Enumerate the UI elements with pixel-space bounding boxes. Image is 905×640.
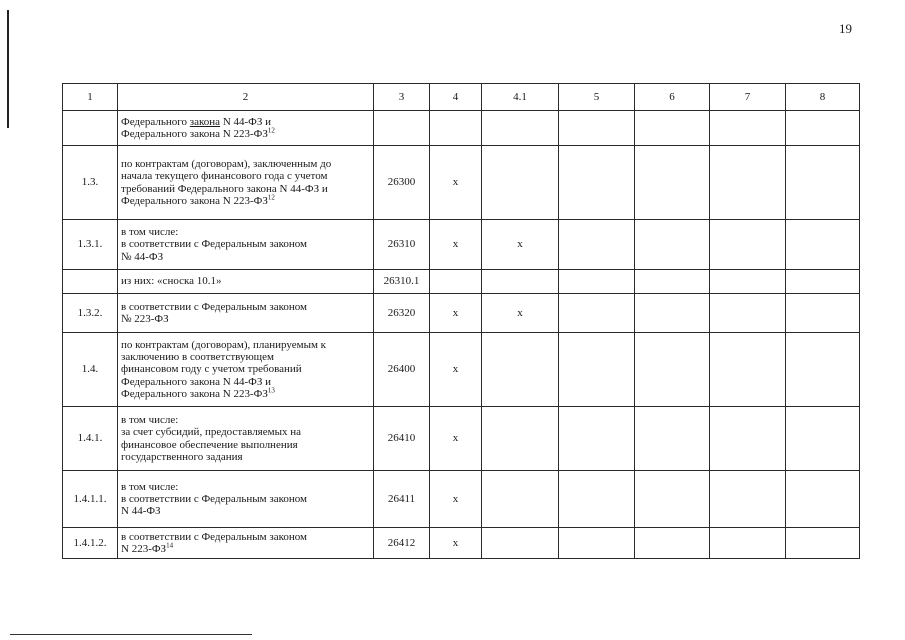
row-number <box>63 270 118 294</box>
empty-cell <box>786 333 860 407</box>
line-text: № 223-ФЗ <box>121 313 169 325</box>
empty-cell <box>635 294 710 333</box>
row-number: 1.4.1.2. <box>63 528 118 559</box>
col4-mark: x <box>430 528 482 559</box>
empty-cell <box>635 270 710 294</box>
line-text: Федерального закона N 223-ФЗ <box>121 387 268 400</box>
empty-cell <box>786 220 860 270</box>
line-text: из них: «сноска 10.1» <box>121 275 222 288</box>
description-line <box>121 481 370 493</box>
col41-mark <box>482 407 559 471</box>
line-text: Федерального закона N 223-ФЗ <box>121 128 268 140</box>
empty-cell <box>635 111 710 146</box>
description-line <box>121 183 370 195</box>
col4-mark: x <box>430 407 482 471</box>
description-line <box>121 116 370 128</box>
row-description <box>118 333 374 407</box>
col41-mark: x <box>482 220 559 270</box>
empty-cell <box>635 220 710 270</box>
empty-cell <box>786 146 860 220</box>
row-number: 1.3. <box>63 146 118 220</box>
description-line <box>121 388 370 400</box>
header-cell: 7 <box>710 84 786 111</box>
line-text: финансовое обеспечение выполнения <box>121 438 298 451</box>
empty-cell <box>786 111 860 146</box>
col41-mark <box>482 528 559 559</box>
table-row <box>63 528 860 559</box>
empty-cell <box>786 294 860 333</box>
empty-cell <box>710 407 786 471</box>
header-cell: 5 <box>559 84 635 111</box>
row-description <box>118 528 374 559</box>
row-code: 26400 <box>374 333 430 407</box>
row-code: 26411 <box>374 471 430 528</box>
description-line <box>121 493 370 505</box>
empty-cell <box>635 528 710 559</box>
empty-cell <box>635 333 710 407</box>
row-description <box>118 270 374 294</box>
empty-cell <box>559 471 635 528</box>
description-line <box>121 439 370 451</box>
line-text: в том числе: <box>121 413 179 426</box>
col41-mark <box>482 471 559 528</box>
line-text: начала текущего финансового года с учетом <box>121 170 328 183</box>
description-line <box>121 505 370 517</box>
col41-mark <box>482 333 559 407</box>
row-description <box>118 294 374 333</box>
empty-cell <box>559 111 635 146</box>
underlined-text: закона <box>189 115 221 128</box>
empty-cell <box>559 333 635 407</box>
description-line <box>121 414 370 426</box>
line-text: по контрактам (договорам), планируемым к <box>121 338 327 351</box>
row-code: 26320 <box>374 294 430 333</box>
line-text: № 44-ФЗ <box>121 250 164 263</box>
empty-cell <box>710 270 786 294</box>
description-line <box>121 339 370 351</box>
line-text: Федерального закона N 44-ФЗ и <box>121 375 271 388</box>
empty-cell <box>559 407 635 471</box>
line-text: в том числе: <box>121 226 179 239</box>
empty-cell <box>635 146 710 220</box>
footnote-ref: 12 <box>267 126 275 135</box>
line-text: N 44-ФЗ <box>121 505 161 518</box>
table-row <box>63 294 860 333</box>
footnote-separator <box>10 634 252 635</box>
empty-cell <box>559 294 635 333</box>
left-margin-line <box>7 10 9 128</box>
empty-cell <box>635 471 710 528</box>
col4-mark: x <box>430 333 482 407</box>
col4-mark: x <box>430 294 482 333</box>
empty-cell <box>559 220 635 270</box>
empty-cell <box>710 471 786 528</box>
col4-mark: x <box>430 220 482 270</box>
row-number: 1.4. <box>63 333 118 407</box>
empty-cell <box>786 407 860 471</box>
row-code <box>374 111 430 146</box>
empty-cell <box>786 270 860 294</box>
col41-mark <box>482 146 559 220</box>
line-text: в том числе: <box>121 480 179 493</box>
description-line <box>121 376 370 388</box>
line-text: Федерального закона N 223-ФЗ <box>121 194 268 207</box>
row-code: 26310.1 <box>374 270 430 294</box>
line-text: требований Федерального закона N 44-ФЗ и <box>121 182 328 195</box>
empty-cell <box>710 220 786 270</box>
empty-cell <box>710 528 786 559</box>
empty-cell <box>559 270 635 294</box>
row-description <box>118 111 374 146</box>
row-description <box>118 407 374 471</box>
line-text: государственного задания <box>121 450 243 463</box>
description-line <box>121 128 370 140</box>
col41-mark <box>482 270 559 294</box>
col4-mark <box>430 270 482 294</box>
header-cell: 6 <box>635 84 710 111</box>
table-row <box>63 407 860 471</box>
description-line <box>121 363 370 375</box>
empty-cell <box>710 146 786 220</box>
row-code: 26410 <box>374 407 430 471</box>
description-line <box>121 238 370 250</box>
table-row <box>63 471 860 528</box>
line-text: за счет субсидий, предоставляемых на <box>121 426 301 439</box>
line-text: N 223-ФЗ <box>121 543 167 555</box>
line-text: в соответствии с Федеральным законом <box>121 492 308 505</box>
header-cell: 1 <box>63 84 118 111</box>
row-code: 26412 <box>374 528 430 559</box>
header-cell: 2 <box>118 84 374 111</box>
empty-cell <box>710 111 786 146</box>
table-row <box>63 333 860 407</box>
table-row <box>63 270 860 294</box>
empty-cell <box>559 528 635 559</box>
col4-mark: x <box>430 471 482 528</box>
line-text: заключению в соответствующем <box>121 351 274 364</box>
description-line <box>121 351 370 363</box>
line-text: в соответствии с Федеральным законом <box>121 530 308 543</box>
description-line <box>121 543 370 555</box>
row-description <box>118 220 374 270</box>
line-text: в соответствии с Федеральным законом <box>121 300 308 313</box>
col41-mark: x <box>482 294 559 333</box>
line-text: по контрактам (договорам), заключенным до <box>121 157 332 170</box>
description-line <box>121 451 370 463</box>
description-line <box>121 158 370 170</box>
empty-cell <box>710 333 786 407</box>
col4-mark <box>430 111 482 146</box>
row-number: 1.4.1. <box>63 407 118 471</box>
description-line <box>121 301 370 313</box>
description-line <box>121 226 370 238</box>
line-text: в соответствии с Федеральным законом <box>121 238 308 251</box>
row-description <box>118 471 374 528</box>
row-code: 26310 <box>374 220 430 270</box>
line-text: финансовом году с учетом требований <box>121 363 302 376</box>
description-line <box>121 313 370 325</box>
header-row <box>63 84 860 111</box>
table-row <box>63 146 860 220</box>
description-line <box>121 426 370 438</box>
empty-cell <box>710 294 786 333</box>
page-number: 19 <box>839 21 852 36</box>
line-text-rest: N 44-ФЗ и <box>220 115 272 128</box>
description-line <box>121 251 370 263</box>
footnote-ref: 14 <box>166 541 174 550</box>
report-table <box>62 83 860 559</box>
header-cell: 4 <box>430 84 482 111</box>
col4-mark: x <box>430 146 482 220</box>
line-text: Федерального <box>121 115 190 128</box>
footnote-ref: 13 <box>267 386 275 395</box>
col41-mark <box>482 111 559 146</box>
empty-cell <box>559 146 635 220</box>
description-line <box>121 531 370 543</box>
row-number: 1.3.1. <box>63 220 118 270</box>
description-line <box>121 275 370 287</box>
header-cell: 4.1 <box>482 84 559 111</box>
row-code: 26300 <box>374 146 430 220</box>
header-cell: 3 <box>374 84 430 111</box>
empty-cell <box>635 407 710 471</box>
table-row <box>63 220 860 270</box>
table-row <box>63 111 860 146</box>
footnote-ref: 12 <box>267 193 275 202</box>
empty-cell <box>786 528 860 559</box>
empty-cell <box>786 471 860 528</box>
row-number: 1.3.2. <box>63 294 118 333</box>
description-line <box>121 195 370 207</box>
header-cell: 8 <box>786 84 860 111</box>
row-number: 1.4.1.1. <box>63 471 118 528</box>
row-description <box>118 146 374 220</box>
description-line <box>121 170 370 182</box>
row-number <box>63 111 118 146</box>
